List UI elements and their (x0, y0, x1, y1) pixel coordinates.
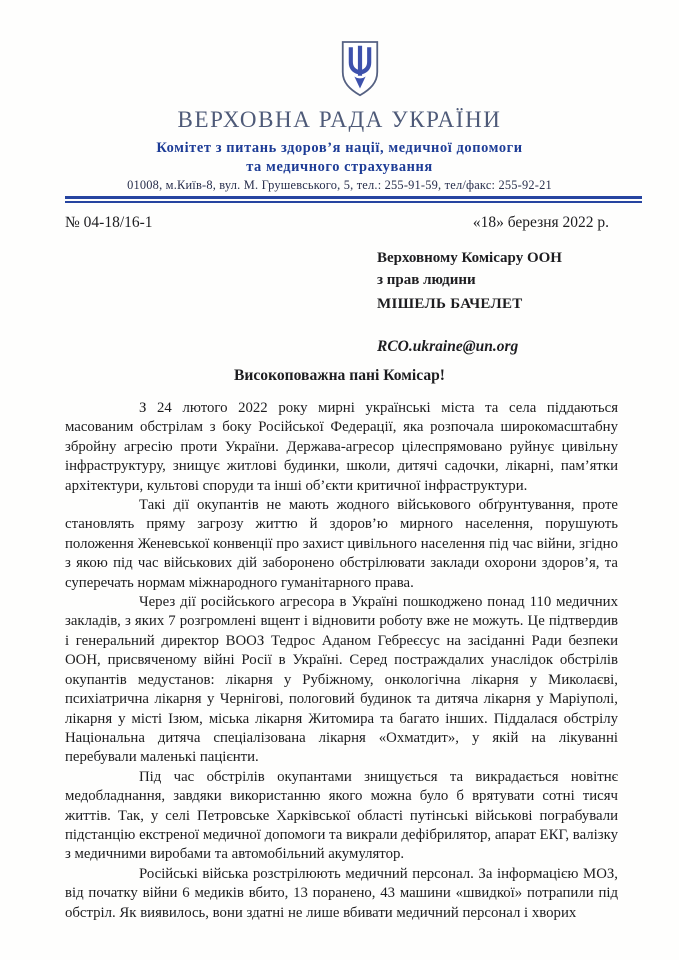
body-paragraph-3: Через дії російського агресора в Україні пошкоджено понад 110 медичних закладів, з яких 7 розгромлені вщент і відновити роботу вже не можуть. Це підтвердив і генеральний директор ВООЗ Тедрос Аданом Гебреєсус на засіданні Ради безпеки ООН, присвяченому війні Росії в Україні. Серед постраждалих унаслідок обстрілів окупантів медустанов: лікарня у Рубіжному, онкологічна лікарня у Миколаєві, психіатрична лікарня у Чернігові, пологовий будинок та дитяча лікарня у Маріуполі, лікарня у місті Ізюм, міська лікарня Житомира та багато інших. Піддалася обстрілу Національна дитяча спеціалізована лікарня «Охматдит», у якій на лікуванні перебували маленькі пацієнти. (65, 594, 618, 766)
reference-row (65, 214, 609, 232)
committee-name-line2: та медичного страхування (246, 158, 433, 175)
body-paragraph-1: З 24 лютого 2022 року мирні українські міста та села піддаються масованим обстрілам з боку Російської Федерації, яка розпочала широкомасштабну збройну агресію проти України. Держава-агресор цілеспрямовано руйнує цивільну інфраструктуру, знищує житлові будинки, школи, дитячі садочки, лікарні, пам’ятки архітектури, культові споруди та інші об’єкти критичної інфраструктури. (65, 400, 618, 494)
recipient-email: RCO.ukraine@un.org (377, 338, 519, 355)
recipient-name: МІШЕЛЬ БАЧЕЛЕТ (377, 296, 523, 312)
coat-of-arms-of-ukraine-trident-icon (337, 39, 383, 99)
body-paragraph-2: Такі дії окупантів не мають жодного військового обґрунтування, проте становлять пряму загрозу життю й здоров’ю мирного населення, порушують положення Женевської конвенції про захист цивільного населення під час війни, згідно з якою під час військових дій заборонено обстрілювати заклади охорони здоров’я, та суперечать нормам міжнародного гуманітарного права. (65, 497, 618, 591)
committee-name (0, 139, 679, 176)
recipient-block (377, 247, 562, 358)
committee-address: 01008, м.Київ-8, вул. М. Грушевського, 5, тел.: 255-91-59, тел/факс: 255-92-21 (127, 178, 552, 192)
recipient-title-line1: Верховному Комісару ООН (377, 250, 562, 266)
committee-name-line1: Комітет з питань здоров’я нації, медичної допомоги (156, 140, 523, 156)
body-paragraph-5: Російські війська розстрілюють медичний персонал. За інформацією МОЗ, від початку війни 6 медиків вбито, 13 поранено, 43 машини «швидкої» потрапили під обстріл. Як виявилось, вони здатні не лише вбивати медичний персонал і хворих (65, 865, 618, 921)
reference-number: № 04-18/16-1 (65, 214, 153, 231)
recipient-title-line2: з прав людини (377, 272, 476, 288)
body-paragraph-4: Під час обстрілів окупантами знищується та викрадається новітнє медобладнання, завдяки використанню якого можна було б врятувати сотні тисяч життів. Так, у селі Петровське Харківської області путінські військові пограбували підстанцію екстреної медичної допомоги та викрали дефібрилятор, апарат ЕКГ, валізку з медичними виробами та автомобільний акумулятор. (65, 768, 618, 863)
salutation: Високоповажна пані Комісар! (233, 367, 446, 384)
organization-title: ВЕРХОВНА РАДА УКРАЇНИ (177, 107, 502, 132)
header-divider-rule (65, 196, 642, 203)
letter-date: «18» березня 2022 р. (472, 214, 609, 231)
letter-body (65, 399, 618, 923)
